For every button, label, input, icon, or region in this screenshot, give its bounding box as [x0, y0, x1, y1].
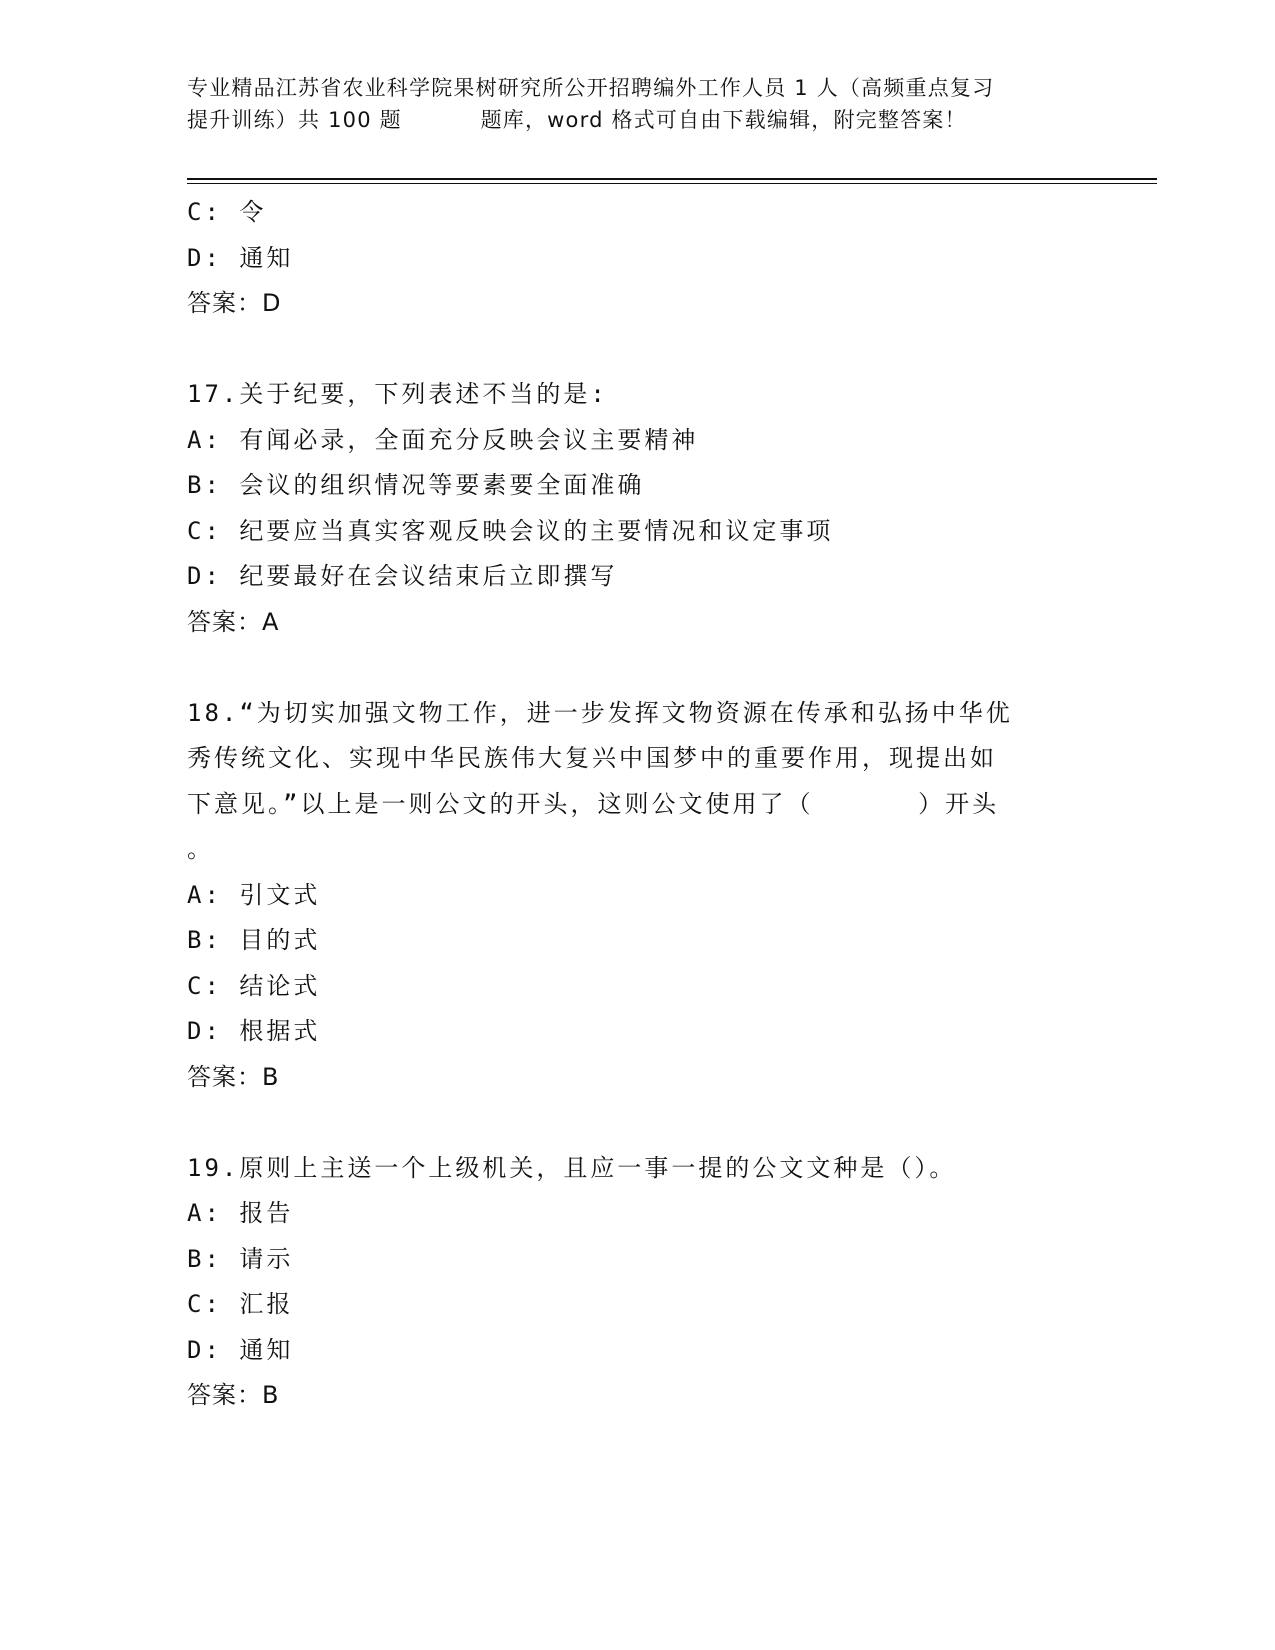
question-line: 19.原则上主送一个上级机关，且应一事一提的公文文种是（）。	[187, 1153, 957, 1182]
option-line: C: 汇报	[187, 1290, 294, 1318]
option-line: C: 结论式	[187, 971, 321, 1000]
answer-line: 答案：B	[187, 1062, 280, 1091]
option-line: A: 报告	[187, 1199, 294, 1227]
question-line: 秀传统文化、实现中华民族伟大复兴中国梦中的重要作用，现提出如	[187, 744, 997, 772]
question-line: 18.“为切实加强文物工作，进一步发挥文物资源在传承和弘扬中华优	[187, 698, 1013, 727]
option-line: A: 有闻必录，全面充分反映会议主要精神	[187, 425, 699, 454]
option-line: B: 会议的组织情况等要素要全面准确	[187, 471, 645, 499]
option-line: D: 根据式	[187, 1017, 321, 1045]
question-line: 17.关于纪要，下列表述不当的是:	[187, 380, 608, 408]
option-line: A: 引文式	[187, 880, 321, 909]
question-line: 下意见。”以上是一则公文的开头，这则公文使用了（ ）开头	[187, 789, 1000, 818]
option-line: B: 目的式	[187, 926, 321, 954]
header-rule-thin	[187, 183, 1157, 184]
spacer	[187, 645, 1087, 691]
header-line-1: 专业精品江苏省农业科学院果树研究所公开招聘编外工作人员 1 人（高频重点复习	[187, 76, 995, 100]
header-line-2: 提升训练）共 100 题 题库，word 格式可自由下载编辑，附完整答案！	[187, 108, 967, 132]
answer-line: 答案：B	[187, 1381, 280, 1409]
option-line: C: 令	[187, 198, 267, 226]
question-list	[187, 190, 1087, 1419]
question-line: 。	[187, 835, 214, 863]
document-header	[187, 72, 1087, 136]
spacer	[187, 327, 1087, 373]
option-line: C: 纪要应当真实客观反映会议的主要情况和议定事项	[187, 516, 834, 545]
spacer	[187, 1100, 1087, 1146]
header-rule-thick	[187, 178, 1157, 180]
option-line: D: 通知	[187, 243, 294, 272]
option-line: B: 请示	[187, 1244, 294, 1273]
option-line: D: 纪要最好在会议结束后立即撰写	[187, 562, 618, 590]
answer-line: 答案：A	[187, 607, 280, 636]
answer-line: 答案：D	[187, 289, 282, 317]
option-line: D: 通知	[187, 1335, 294, 1364]
